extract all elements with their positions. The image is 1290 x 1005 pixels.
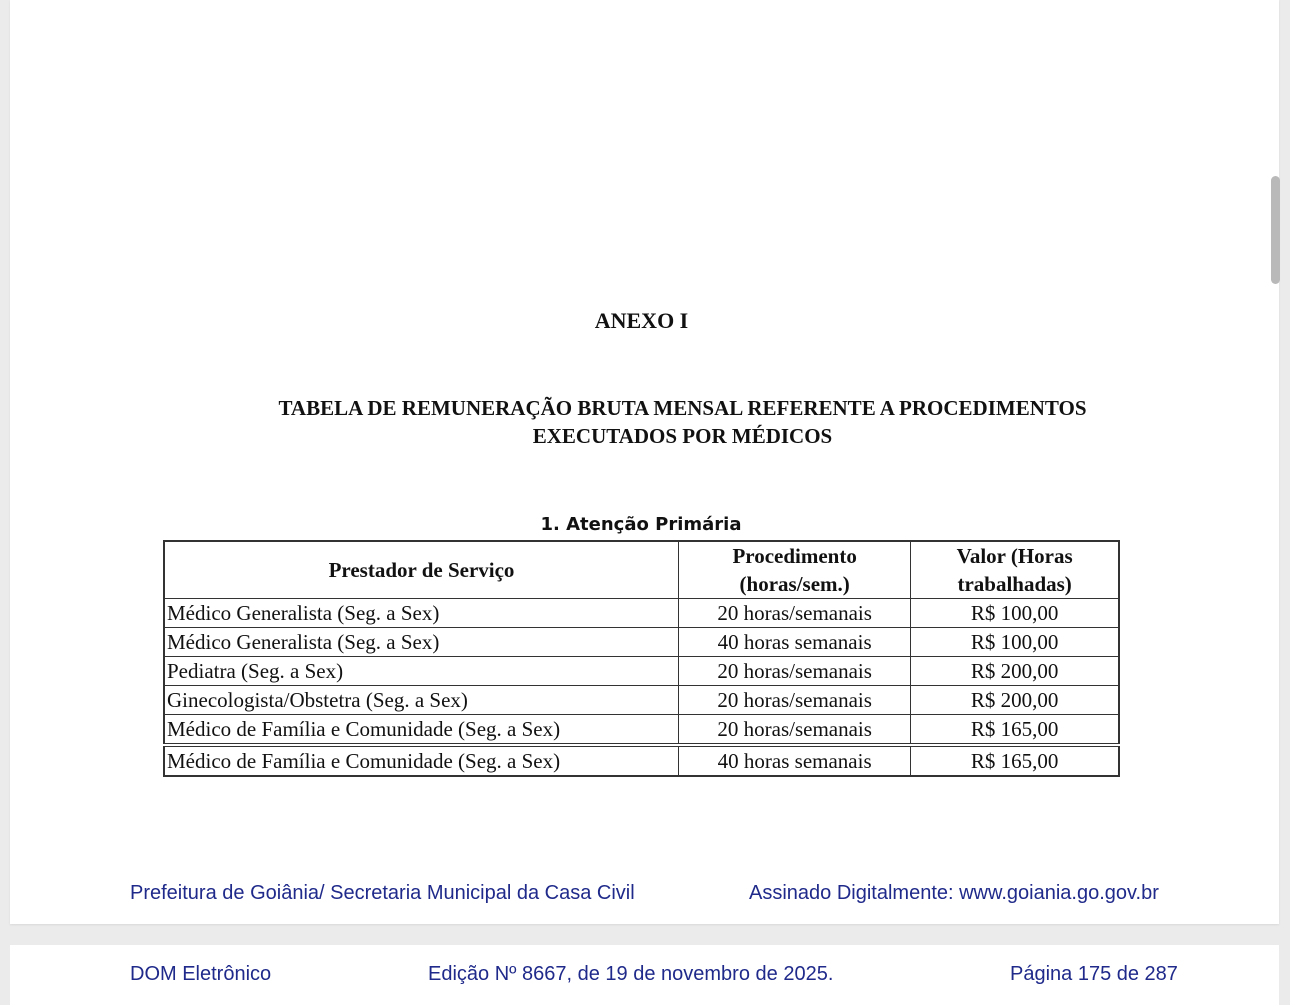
cell-prestador: Ginecologista/Obstetra (Seg. a Sex)	[164, 686, 679, 715]
table-row	[164, 715, 1119, 746]
cell-valor: R$ 165,00	[911, 745, 1119, 776]
table-row	[164, 686, 1119, 715]
cell-prestador: Médico de Família e Comunidade (Seg. a Sex)	[164, 715, 679, 746]
header-procedimento	[679, 541, 911, 599]
cell-valor: R$ 165,00	[911, 715, 1119, 746]
next-page-header-center: Edição Nº 8667, de 19 de novembro de 2025.	[428, 963, 834, 985]
next-page-header-right: Página 175 de 287	[1010, 963, 1178, 985]
cell-valor: R$ 100,00	[911, 599, 1119, 628]
header-procedimento-line-2: (horas/sem.)	[739, 572, 850, 596]
table-row	[164, 628, 1119, 657]
anexo-title: ANEXO I	[594, 308, 689, 333]
cell-prestador: Médico Generalista (Seg. a Sex)	[164, 628, 679, 657]
cell-procedimento: 40 horas semanais	[679, 628, 911, 657]
cell-prestador: Pediatra (Seg. a Sex)	[164, 657, 679, 686]
cell-valor: R$ 200,00	[911, 686, 1119, 715]
cell-prestador: Médico de Família e Comunidade (Seg. a Sex)	[164, 745, 679, 776]
footer-left: Prefeitura de Goiânia/ Secretaria Municipal da Casa Civil	[130, 882, 635, 904]
header-valor-line-2: trabalhadas)	[957, 572, 1072, 596]
cell-procedimento: 40 horas semanais	[679, 745, 911, 776]
table-header-row	[164, 541, 1119, 599]
cell-valor: R$ 100,00	[911, 628, 1119, 657]
header-valor-line-1: Valor (Horas	[956, 544, 1073, 568]
footer-right: Assinado Digitalmente: www.goiania.go.gov.br	[749, 882, 1159, 904]
cell-procedimento: 20 horas/semanais	[679, 599, 911, 628]
header-procedimento-line-1: Procedimento	[732, 544, 857, 568]
main-title-line-2: EXECUTADOS POR MÉDICOS	[532, 424, 833, 448]
header-prestador: Prestador de Serviço	[164, 541, 679, 599]
next-page-header-left: DOM Eletrônico	[130, 963, 272, 985]
cell-procedimento: 20 horas/semanais	[679, 715, 911, 746]
cell-prestador: Médico Generalista (Seg. a Sex)	[164, 599, 679, 628]
cell-procedimento: 20 horas/semanais	[679, 686, 911, 715]
document-page	[10, 0, 1279, 924]
table-row	[164, 745, 1119, 776]
cell-valor: R$ 200,00	[911, 657, 1119, 686]
scrollbar-thumb[interactable]	[1271, 176, 1280, 284]
main-title	[180, 394, 1185, 450]
table-row	[164, 599, 1119, 628]
main-title-line-1: TABELA DE REMUNERAÇÃO BRUTA MENSAL REFERENTE A PROCEDIMENTOS	[278, 396, 1087, 420]
section-title: 1. Atenção Primária	[540, 514, 742, 535]
remuneration-table	[163, 540, 1120, 777]
table-row	[164, 657, 1119, 686]
cell-procedimento: 20 horas/semanais	[679, 657, 911, 686]
header-valor	[911, 541, 1119, 599]
